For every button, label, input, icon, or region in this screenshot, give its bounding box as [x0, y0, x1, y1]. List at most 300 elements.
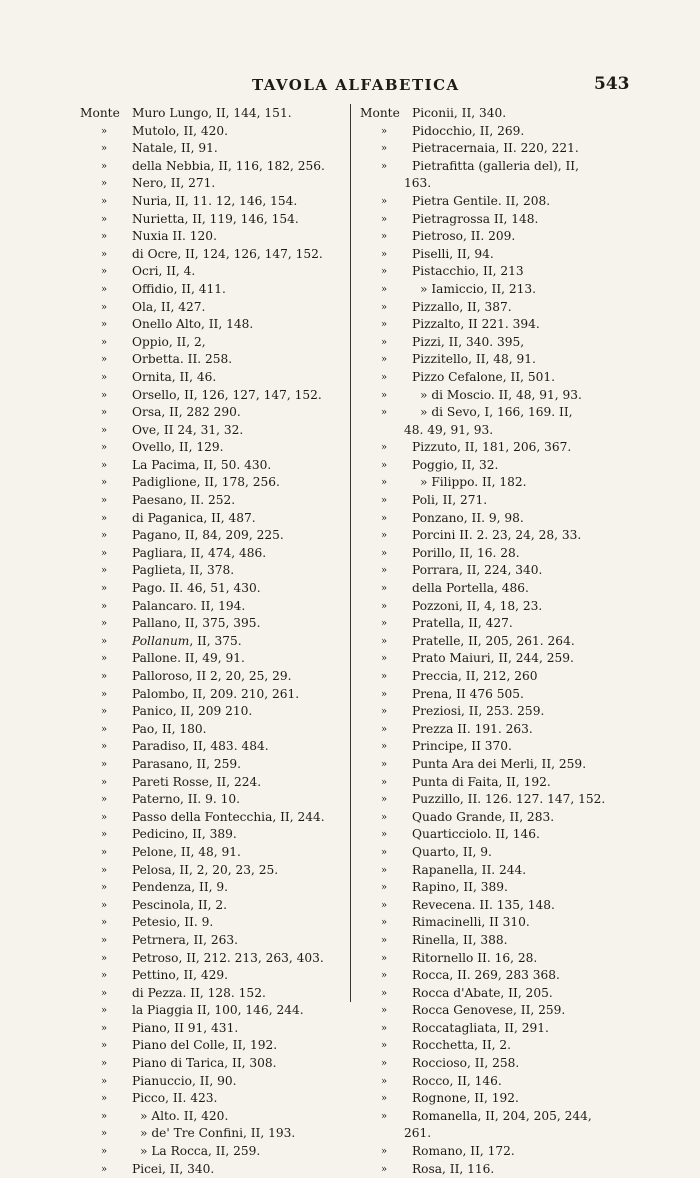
ditto-mark: » — [100, 442, 108, 454]
index-entry — [360, 158, 665, 176]
ditto-mark: » — [100, 882, 108, 894]
ditto-mark: » — [100, 1110, 108, 1122]
index-entry — [360, 862, 665, 880]
entry-text: Pozzoni, II, 4, 18, 23. — [412, 598, 543, 613]
entry-text: 261. — [404, 1126, 432, 1141]
entry-text: Paterno, II. 9. 10. — [132, 792, 241, 807]
entry-text: Pietragrossa II, 148. — [412, 211, 539, 226]
ditto-mark: » — [380, 829, 388, 841]
entry-text: Pianuccio, II, 90. — [132, 1073, 237, 1088]
ditto-mark: » — [100, 283, 108, 295]
entry-text: Pizzuto, II, 181, 206, 367. — [412, 440, 572, 455]
ditto-mark: » — [100, 846, 108, 858]
ditto-mark: » — [380, 371, 388, 383]
ditto-mark: » — [380, 266, 388, 278]
ditto-mark: » — [100, 1146, 108, 1158]
ditto-mark: » — [100, 424, 108, 436]
index-entry — [360, 1090, 665, 1108]
entry-text: Offidio, II, 411. — [132, 281, 226, 296]
index-entry — [80, 492, 350, 510]
index-entry — [80, 1002, 350, 1020]
entry-text: Pidocchio, II, 269. — [412, 123, 525, 138]
index-entry — [80, 123, 350, 141]
entry-text: » Filippo. II, 182. — [420, 475, 527, 490]
ditto-mark: » — [380, 477, 388, 489]
index-entry — [360, 897, 665, 915]
page-title: TAVOLA ALFABETICA — [252, 76, 460, 94]
index-entry — [360, 598, 665, 616]
ditto-mark: » — [100, 301, 108, 313]
ditto-mark: » — [380, 864, 388, 876]
index-entry — [360, 369, 665, 387]
index-entry — [80, 738, 350, 756]
entry-text: » Iamiccio, II, 213. — [420, 281, 537, 296]
entry-text: Punta di Faita, II, 192. — [412, 774, 551, 789]
entry-text: Piano del Colle, II, 192. — [132, 1038, 278, 1053]
index-entry — [80, 650, 350, 668]
index-entry — [360, 510, 665, 528]
index-entry — [360, 985, 665, 1003]
entry-text: Preziosi, II, 253. 259. — [412, 704, 545, 719]
ditto-mark: » — [100, 389, 108, 401]
index-entry — [80, 211, 350, 229]
ditto-mark: » — [100, 952, 108, 964]
entry-text: Romanella, II, 204, 205, 244, — [412, 1108, 592, 1123]
entry-text: Oppio, II, 2, — [132, 334, 206, 349]
index-entry — [80, 105, 350, 123]
entry-text: Roccatagliata, II, 291. — [412, 1020, 549, 1035]
index-entry — [360, 334, 665, 352]
entry-text: di Pezza. II, 128. 152. — [132, 985, 266, 1000]
index-entry — [80, 985, 350, 1003]
ditto-mark: » — [380, 653, 388, 665]
ditto-mark: » — [380, 671, 388, 682]
index-entry — [80, 1125, 350, 1143]
index-entry — [360, 615, 665, 633]
ditto-mark: » — [380, 1022, 388, 1034]
index-entry — [360, 404, 665, 422]
entry-text: Paradiso, II, 483. 484. — [132, 739, 269, 754]
entry-text: Picco, II. 423. — [132, 1091, 218, 1106]
entry-text: Ove, II 24, 31, 32. — [132, 422, 244, 437]
entry-text: Revecena. II. 135, 148. — [412, 897, 555, 912]
ditto-mark: » — [100, 723, 108, 735]
entry-text: Pelosa, II, 2, 20, 23, 25. — [132, 862, 279, 877]
index-entry — [360, 932, 665, 950]
entry-text: Pallano, II, 375, 395. — [132, 616, 261, 631]
index-entry — [360, 140, 665, 158]
index-entry — [80, 299, 350, 317]
index-entry — [80, 510, 350, 528]
index-entry — [360, 1108, 665, 1126]
ditto-mark: » — [380, 635, 388, 647]
index-entry — [80, 1161, 350, 1178]
ditto-mark: » — [380, 882, 388, 894]
ditto-mark: » — [380, 354, 388, 366]
entry-heading-word: Monte — [360, 106, 400, 120]
index-entry — [80, 844, 350, 862]
ditto-mark: » — [100, 160, 108, 172]
index-entry — [360, 387, 665, 405]
entry-text: Petesio, II. 9. — [132, 915, 214, 930]
entry-text: » di Sevo, I, 166, 169. II, — [420, 405, 573, 420]
entry-text: Nuria, II, 11. 12, 146, 154. — [132, 193, 298, 208]
entry-text: di Paganica, II, 487. — [132, 510, 256, 525]
ditto-mark: » — [100, 371, 108, 383]
ditto-mark: » — [100, 512, 108, 524]
entry-text: Pietrafitta (galleria del), II, — [412, 158, 579, 173]
ditto-mark: » — [380, 459, 388, 471]
index-entry — [360, 633, 665, 651]
ditto-mark: » — [100, 600, 108, 612]
index-entry — [80, 175, 350, 193]
entry-text: Preccia, II, 212, 260 — [412, 669, 538, 683]
index-entry — [80, 334, 350, 352]
index-entry — [80, 774, 350, 792]
index-entry — [80, 1090, 350, 1108]
ditto-mark: » — [380, 1110, 388, 1122]
entry-text: Pratella, II, 427. — [412, 616, 513, 631]
index-entry — [360, 211, 665, 229]
ditto-mark: » — [380, 1163, 388, 1175]
index-entry — [80, 263, 350, 281]
ditto-mark: » — [100, 1128, 108, 1140]
entry-text: della Portella, 486. — [412, 581, 529, 596]
index-entry — [80, 545, 350, 563]
entry-text: Pendenza, II, 9. — [132, 880, 229, 895]
entry-text: Pietra Gentile. II, 208. — [412, 193, 551, 208]
index-entry — [80, 369, 350, 387]
index-entry — [360, 281, 665, 299]
index-entry — [360, 967, 665, 985]
ditto-mark: » — [100, 987, 108, 999]
entry-text: Padiglione, II, 178, 256. — [132, 475, 280, 490]
entry-text: Pallone. II, 49, 91. — [132, 651, 245, 666]
ditto-mark: » — [100, 635, 108, 647]
entry-text: Ocri, II, 4. — [132, 264, 196, 279]
index-entry — [80, 950, 350, 968]
entry-text: Quarticciolo. II, 146. — [412, 827, 540, 842]
ditto-mark: » — [380, 741, 388, 753]
ditto-mark: » — [100, 231, 108, 243]
index-entry — [80, 686, 350, 704]
entry-text: Rocca Genovese, II, 259. — [412, 1003, 566, 1018]
ditto-mark: » — [100, 407, 108, 419]
entry-text: Onello Alto, II, 148. — [132, 317, 254, 332]
index-entry — [360, 809, 665, 827]
index-entry — [80, 527, 350, 545]
entry-text: Piselli, II, 94. — [412, 246, 494, 261]
ditto-mark: » — [100, 354, 108, 366]
entry-text: Prezza II. 191. 263. — [412, 721, 533, 736]
ditto-mark: » — [100, 547, 108, 559]
ditto-mark: » — [380, 688, 388, 700]
index-entry — [80, 422, 350, 440]
entry-text: Prato Maiuri, II, 244, 259. — [412, 651, 574, 666]
ditto-mark: » — [100, 758, 108, 770]
ditto-mark: » — [380, 987, 388, 999]
index-entry — [360, 351, 665, 369]
entry-text: Rocchetta, II, 2. — [412, 1038, 512, 1053]
ditto-mark: » — [100, 213, 108, 225]
entry-text: 48. 49, 91, 93. — [404, 422, 494, 437]
ditto-mark: » — [100, 671, 108, 682]
entry-text: Piano di Tarica, II, 308. — [132, 1056, 277, 1071]
index-entry — [360, 193, 665, 211]
index-entry — [360, 703, 665, 721]
ditto-mark: » — [380, 231, 388, 243]
entry-text: Poli, II, 271. — [412, 493, 488, 508]
ditto-mark: » — [380, 160, 388, 172]
ditto-mark: » — [100, 459, 108, 471]
ditto-mark: » — [380, 583, 388, 595]
entry-text: Orsello, II, 126, 127, 147, 152. — [132, 387, 322, 402]
index-entry — [360, 246, 665, 264]
ditto-mark: » — [100, 688, 108, 700]
entry-text: Nero, II, 271. — [132, 176, 216, 191]
ditto-mark: » — [380, 600, 388, 612]
index-entry — [360, 457, 665, 475]
index-entry — [80, 879, 350, 897]
index-entry — [360, 316, 665, 334]
ditto-mark: » — [100, 864, 108, 876]
entry-text: Rimacinelli, II 310. — [412, 915, 530, 930]
ditto-mark: » — [380, 283, 388, 295]
entry-text: » La Rocca, II, 259. — [140, 1144, 261, 1159]
entry-text: Quado Grande, II, 283. — [412, 809, 555, 824]
ditto-mark: » — [380, 618, 388, 630]
index-entry — [360, 879, 665, 897]
entry-text: Pago. II. 46, 51, 430. — [132, 581, 261, 596]
index-entry — [80, 967, 350, 985]
entry-text: Rinella, II, 388. — [412, 932, 508, 947]
entry-text: Petrnera, II, 263. — [132, 932, 239, 947]
ditto-mark: » — [100, 319, 108, 331]
ditto-mark: » — [380, 970, 388, 982]
entry-text: Muro Lungo, II, 144, 151. — [132, 106, 292, 120]
index-entry — [80, 1055, 350, 1073]
index-entry — [360, 826, 665, 844]
ditto-mark: » — [100, 495, 108, 507]
index-entry — [80, 193, 350, 211]
ditto-mark: » — [100, 266, 108, 278]
entry-text: Ponzano, II. 9, 98. — [412, 510, 524, 525]
index-entry — [80, 826, 350, 844]
ditto-mark: » — [380, 512, 388, 524]
entry-text: Ritornello II. 16, 28. — [412, 950, 538, 965]
index-entry — [80, 862, 350, 880]
entry-text: Pratelle, II, 205, 261. 264. — [412, 633, 575, 648]
ditto-mark: » — [380, 530, 388, 542]
ditto-mark: » — [100, 653, 108, 665]
entry-text: Nuxia II. 120. — [132, 229, 217, 244]
ditto-mark: » — [380, 758, 388, 770]
index-entry — [80, 756, 350, 774]
index-entry — [360, 175, 665, 193]
ditto-mark: » — [100, 1075, 108, 1087]
entry-text: Pescinola, II, 2. — [132, 897, 227, 912]
ditto-mark: » — [100, 917, 108, 929]
entry-text: Porrara, II, 224, 340. — [412, 563, 543, 578]
ditto-mark: » — [380, 389, 388, 401]
index-entry — [80, 633, 350, 651]
index-entry — [360, 474, 665, 492]
index-entry — [80, 580, 350, 598]
ditto-mark: » — [380, 213, 388, 225]
ditto-mark: » — [100, 565, 108, 577]
ditto-mark: » — [380, 723, 388, 735]
entry-text: Ornita, II, 46. — [132, 369, 217, 384]
index-entry — [80, 562, 350, 580]
ditto-mark: » — [100, 829, 108, 841]
page-number: 543 — [594, 74, 630, 94]
entry-text: Palloroso, II 2, 20, 25, 29. — [132, 669, 292, 683]
entry-text: Nurietta, II, 119, 146, 154. — [132, 211, 299, 226]
entry-text: Principe, II 370. — [412, 739, 512, 754]
entry-text: Pietroso, II. 209. — [412, 229, 516, 244]
index-entry — [360, 1037, 665, 1055]
ditto-mark: » — [100, 741, 108, 753]
entry-text: Paglieta, II, 378. — [132, 563, 235, 578]
ditto-mark: » — [380, 917, 388, 929]
index-entry — [360, 774, 665, 792]
entry-text: » di Moscio. II, 48, 91, 93. — [420, 387, 582, 402]
entry-text: Rocca d'Abate, II, 205. — [412, 985, 553, 1000]
ditto-mark: » — [380, 495, 388, 507]
ditto-mark: » — [100, 1022, 108, 1034]
index-entry — [80, 598, 350, 616]
entry-text: Piconii, II, 340. — [412, 106, 507, 120]
entry-text: Rognone, II, 192. — [412, 1091, 519, 1106]
index-entry — [360, 527, 665, 545]
entry-text: di Ocre, II, 124, 126, 147, 152. — [132, 246, 323, 261]
index-entry — [360, 562, 665, 580]
entry-text: Porillo, II, 16. 28. — [412, 545, 520, 560]
ditto-mark: » — [380, 143, 388, 155]
ditto-mark: » — [100, 1040, 108, 1052]
entry-text: Pao, II, 180. — [132, 721, 207, 736]
index-entry — [80, 140, 350, 158]
entry-text: Palombo, II, 209. 210, 261. — [132, 686, 300, 701]
index-entry — [360, 914, 665, 932]
index-entry — [80, 668, 350, 686]
index-entry — [80, 316, 350, 334]
ditto-mark: » — [100, 178, 108, 190]
index-entry — [80, 1037, 350, 1055]
index-entry — [80, 703, 350, 721]
ditto-mark: » — [100, 143, 108, 155]
ditto-mark: » — [100, 934, 108, 946]
entry-text: Pizzallo, II, 387. — [412, 299, 512, 314]
index-entry — [360, 263, 665, 281]
index-entry — [80, 351, 350, 369]
index-entry — [80, 615, 350, 633]
entry-text: Rapino, II, 389. — [412, 880, 508, 895]
index-entry — [360, 228, 665, 246]
ditto-mark: » — [380, 407, 388, 419]
entry-text: Pagliara, II, 474, 486. — [132, 545, 267, 560]
entry-text: Orbetta. II. 258. — [132, 352, 233, 367]
entry-text: Pollanum, II, 375. — [132, 633, 242, 648]
entry-text: Quarto, II, 9. — [412, 844, 492, 859]
index-entry — [360, 439, 665, 457]
ditto-mark: » — [380, 442, 388, 454]
index-entry — [360, 1055, 665, 1073]
entry-text: Picei, II, 340. — [132, 1161, 215, 1176]
ditto-mark: » — [100, 776, 108, 788]
ditto-mark: » — [380, 1058, 388, 1070]
index-entry — [80, 387, 350, 405]
index-entry — [360, 422, 665, 440]
entry-text: Parasano, II, 259. — [132, 756, 241, 771]
index-entry — [80, 932, 350, 950]
ditto-mark: » — [380, 125, 388, 137]
index-entry — [360, 791, 665, 809]
ditto-mark: » — [100, 1093, 108, 1105]
entry-text: Poggio, II, 32. — [412, 457, 499, 472]
index-entry — [80, 228, 350, 246]
entry-text: » Alto. II, 420. — [140, 1108, 229, 1123]
entry-text: Pelone, II, 48, 91. — [132, 844, 241, 859]
entry-text: La Pacima, II, 50. 430. — [132, 457, 272, 472]
ditto-mark: » — [100, 248, 108, 260]
entry-text: Pizzalto, II 221. 394. — [412, 317, 540, 332]
index-entry — [360, 686, 665, 704]
entry-text: Porcini II. 2. 23, 24, 28, 33. — [412, 528, 582, 543]
index-entry — [360, 738, 665, 756]
index-entry — [80, 404, 350, 422]
index-entry — [360, 105, 665, 123]
entry-text: Paesano, II. 252. — [132, 493, 236, 508]
entry-text: Pettino, II, 429. — [132, 968, 229, 983]
index-entry — [360, 1161, 665, 1178]
index-entry — [80, 439, 350, 457]
entry-text: Pietracernaia, II. 220, 221. — [412, 141, 579, 156]
ditto-mark: » — [380, 319, 388, 331]
ditto-mark: » — [100, 618, 108, 630]
page-header — [0, 76, 700, 98]
entry-text: Pizzitello, II, 48, 91. — [412, 352, 536, 367]
index-entry — [80, 1108, 350, 1126]
entry-text: Puzzillo, II. 126. 127. 147, 152. — [412, 792, 606, 807]
index-entry — [360, 756, 665, 774]
entry-text: Natale, II, 91. — [132, 141, 218, 156]
ditto-mark: » — [380, 952, 388, 964]
ditto-mark: » — [380, 1093, 388, 1105]
entry-text: 163. — [404, 176, 432, 191]
entry-text: Pedicino, II, 389. — [132, 827, 237, 842]
index-entry — [360, 580, 665, 598]
entry-text: la Piaggia II, 100, 146, 244. — [132, 1003, 304, 1018]
index-entry — [360, 650, 665, 668]
ditto-mark: » — [380, 846, 388, 858]
ditto-mark: » — [100, 336, 108, 348]
entry-text: Pizzo Cefalone, II, 501. — [412, 369, 556, 384]
entry-text: Rosa, II, 116. — [412, 1161, 495, 1176]
ditto-mark: » — [380, 195, 388, 207]
entry-text: Rocco, II, 146. — [412, 1073, 502, 1088]
ditto-mark: » — [100, 706, 108, 718]
index-entry — [80, 457, 350, 475]
index-entry — [80, 281, 350, 299]
index-entry — [80, 1143, 350, 1161]
entry-text: Orsa, II, 282 290. — [132, 405, 241, 420]
ditto-mark: » — [100, 970, 108, 982]
index-entry — [360, 668, 665, 686]
column-divider — [350, 104, 351, 1002]
ditto-mark: » — [100, 195, 108, 207]
index-entry — [80, 721, 350, 739]
